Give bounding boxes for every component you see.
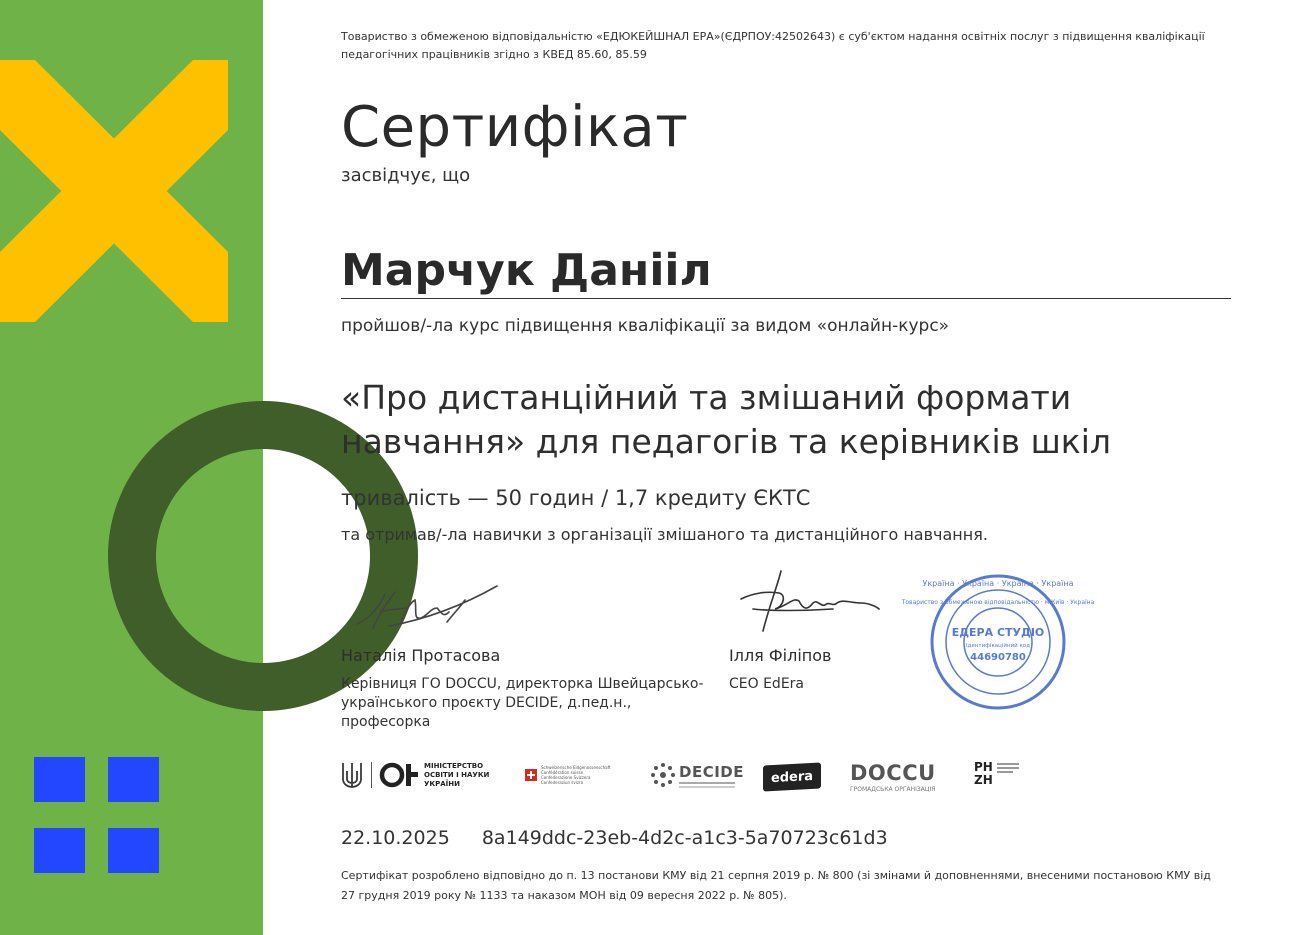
swiss-flag-icon [525, 769, 537, 781]
stamp-company-name: ЕДЕРА СТУДІО [951, 626, 1045, 639]
signer-filipov [729, 646, 929, 694]
yellow-cross-shape [0, 60, 228, 322]
signer-protasova [341, 646, 711, 732]
stamp-code-label: Ідентифікаційний код [966, 643, 1030, 649]
decide-emblem-icon [650, 762, 676, 788]
ministry-logo-line: ОСВІТИ І НАУКИ [424, 770, 490, 779]
course-duration: тривалість — 50 годин / 1,7 кредиту ЄКТС [341, 486, 811, 510]
swiss-logo-line: Confederazione Svizzera [541, 775, 591, 780]
passed-course-text: пройшов/-ла курс підвищення кваліфікації за видом «онлайн-курс» [341, 316, 950, 336]
ministry-logo-line: УКРАЇНИ [424, 779, 460, 788]
blue-squares-shape [34, 757, 159, 873]
phzh-logo-line: ZH [974, 773, 993, 787]
phzh-logo [974, 761, 1019, 787]
decorative-shapes [0, 0, 263, 935]
doccu-logo-text: DOCCU [850, 761, 936, 785]
swiss-logo [525, 765, 610, 785]
trident-icon [341, 761, 363, 789]
certifies-text: засвідчує, що [341, 165, 471, 186]
issue-date: 22.10.2025 [341, 827, 450, 849]
ministry-emblem-icon [380, 761, 420, 789]
doccu-logo-subtitle: ГРОМАДСЬКА ОРГАНІЗАЦІЯ [850, 786, 936, 793]
legal-footer-text: Сертифікат розроблено відповідно до п. 13 постанови КМУ від 21 серпня 2019 р. № 800 (зі змінами й доповненнями, внесеними постановою КМУ від 27 грудня 2019 року № 1133 та наказом МОН від 09 вересня 2022 р. № 805). [341, 869, 1211, 902]
acquired-skills-text: та отримав/-ла навички з організації змішаного та дистанційного навчання. [341, 525, 988, 544]
signer-name: Ілля Філіпов [729, 646, 832, 665]
recipient-name: Марчук Данііл [341, 245, 1231, 299]
swiss-logo-line: Schweizerische Eidgenossenschaft [541, 765, 611, 770]
ministry-logo-line: МІНІСТЕРСТВО [424, 761, 484, 770]
decorative-side-panel [0, 0, 263, 935]
legal-header-text: Товариство з обмеженою відповідальністю «ЕДЮКЕЙШНАЛ ЕРА»(ЄДРПОУ:42502643) є суб'єктом надання освітніх послуг з підвищення кваліфікації педагогічних працівників згідно з КВЕД 85.60, 85.59 [341, 30, 1205, 61]
decide-logo [650, 762, 744, 788]
swiss-logo-line: Confédération suisse [541, 770, 584, 775]
partner-logos [341, 757, 1231, 797]
decide-logo-text: DECIDE [679, 762, 744, 781]
ministry-logo [341, 761, 489, 789]
stamp-code: 44690780 [970, 652, 1026, 663]
certificate-title: Сертифікат [341, 95, 689, 160]
certificate-identifiers [341, 827, 914, 849]
signer-name: Наталія Протасова [341, 646, 501, 665]
signature-filipov [733, 567, 883, 637]
signature-protasova [351, 578, 501, 638]
signer-role: CEO EdEra [729, 676, 805, 692]
swiss-logo-line: Confederaziun svizra [541, 780, 584, 785]
edera-logo-text: edera [770, 768, 814, 786]
stamp-outer-text: Україна · Україна · Україна · Україна [922, 579, 1074, 588]
edera-logo [763, 762, 821, 791]
course-title: «Про дистанційний та змішаний формати навчання» для педагогів та керівників шкіл [341, 378, 1111, 461]
company-stamp [901, 566, 1095, 716]
certificate-id: 8a149ddc-23eb-4d2c-a1c3-5a70723c61d3 [481, 827, 888, 849]
signer-role: Керівниця ГО DOCCU, директорка Швейцарсько-українського проєкту DECIDE, д.пед.н., професорка [341, 676, 704, 730]
stamp-ring-text: Товариство з обмеженою відповідальністю · м.Київ · Україна [901, 599, 1095, 606]
doccu-logo [850, 762, 936, 793]
phzh-logo-line: PH [974, 760, 993, 774]
